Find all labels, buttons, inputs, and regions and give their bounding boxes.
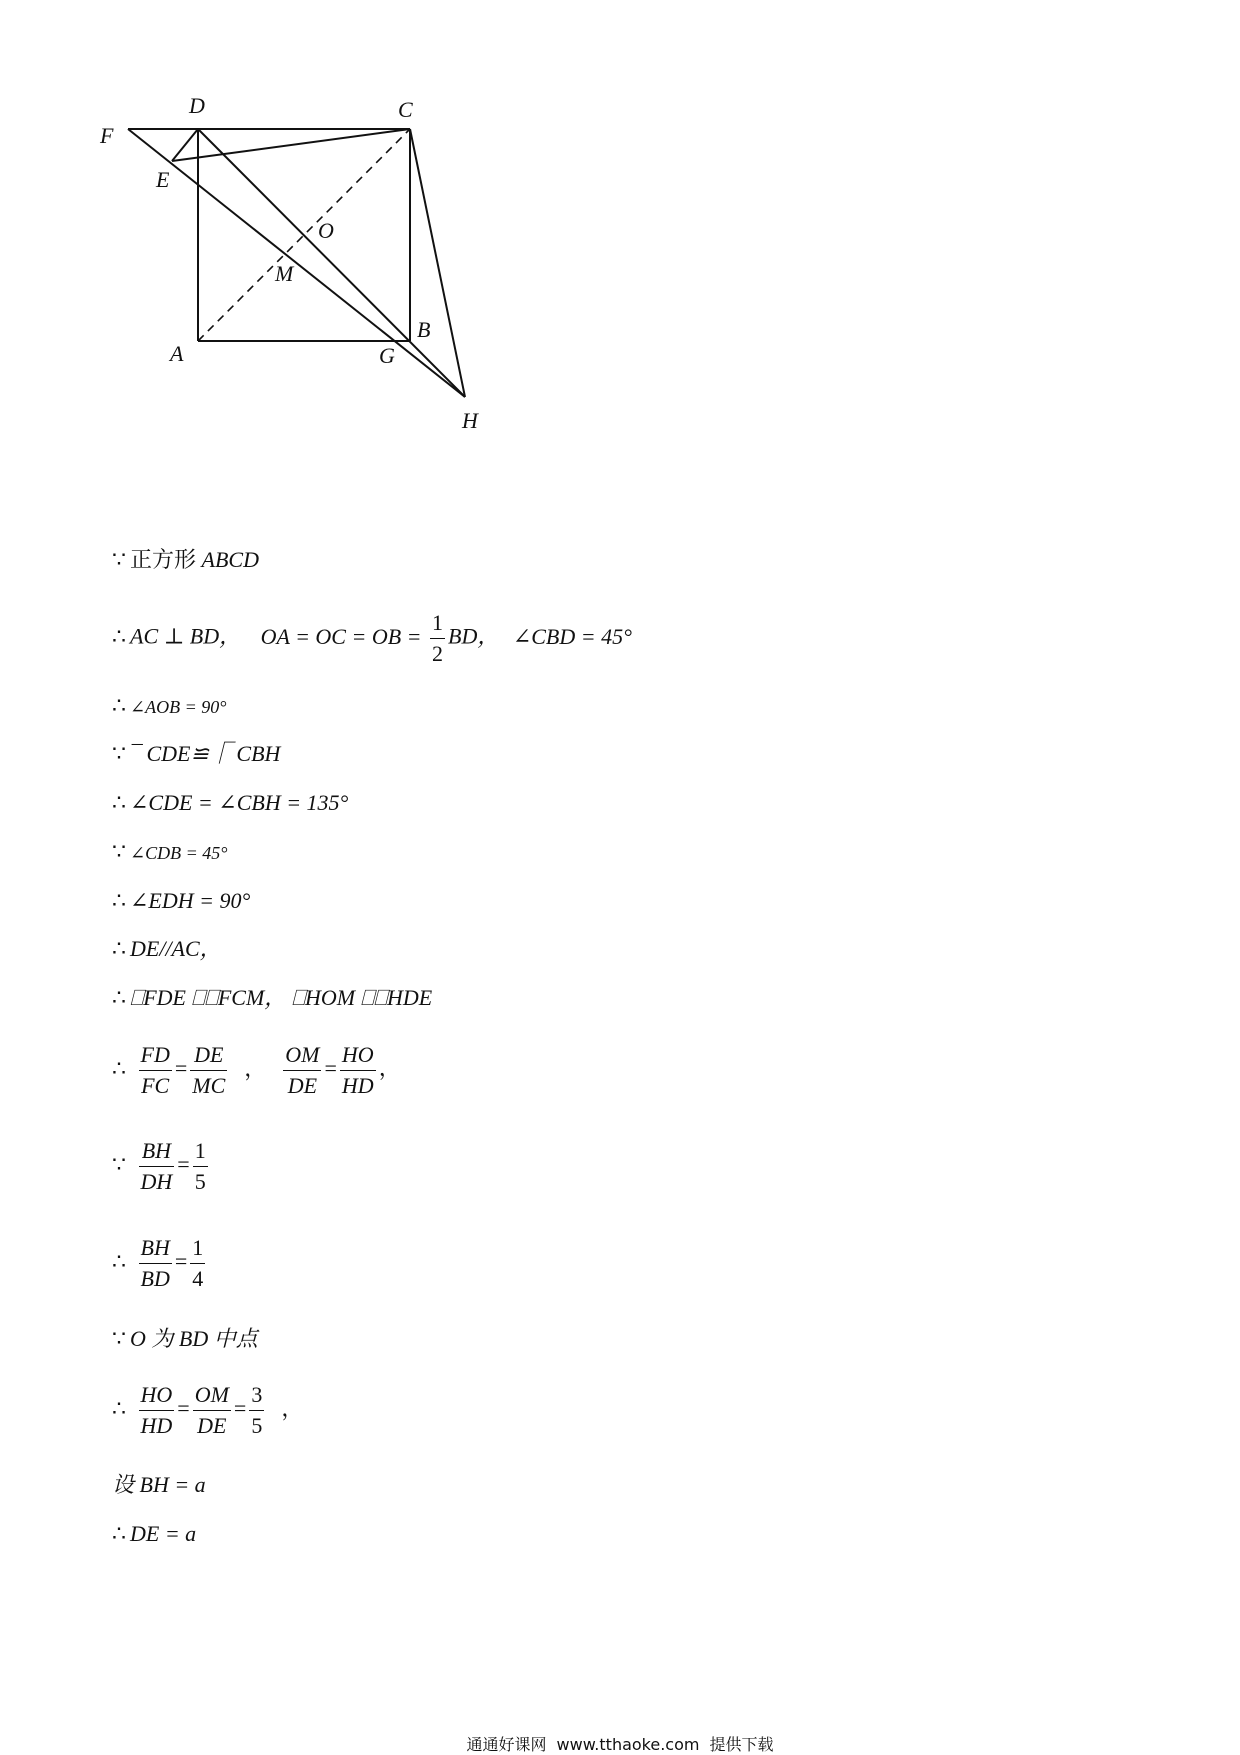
segment-CH xyxy=(410,129,465,397)
proof-line-3: ∴ ∠AOB = 90° xyxy=(112,693,227,718)
fraction: $\frac{1}{5}$ xyxy=(194,1138,206,1194)
label-O: O xyxy=(318,218,334,243)
proof-line-7: ∴ ∠EDH = 90° xyxy=(112,888,251,913)
proof-line-12: ∴ $\frac{BH}{BD}$ = $\frac{1}{4}$ xyxy=(112,1233,208,1294)
label-A: A xyxy=(170,341,184,366)
proof-line-8: ∴ DE//AC， xyxy=(112,936,222,961)
proof-line-10: ∴ $\frac{FD}{FC}$ = $\frac{DE}{MC}$ ， $\frac{OM}{DE}$ = $\frac{HO}{HD}$ ， xyxy=(112,1040,401,1101)
proof-line-2: ∴ AC ⊥ BD， OA = OC = OB = $\frac{1}{2}$ BD， ∠CBD = 45° xyxy=(112,608,632,669)
proof-line-11: ∵ $\frac{BH}{DH}$ = $\frac{1}{5}$ xyxy=(112,1136,211,1197)
footer-url[interactable]: www.tthaoke.com xyxy=(556,1735,700,1754)
proof-line-9: ∴ ⎕FDE ⎕⎕FCM， ⎕HOM ⎕⎕HDE xyxy=(112,985,433,1010)
footer-tail: 提供下载 xyxy=(709,1735,774,1754)
fraction: $\frac{DE}{MC}$ xyxy=(192,1042,226,1098)
fraction: $\frac{BH}{DH}$ xyxy=(140,1138,173,1194)
square-diagram xyxy=(95,95,515,440)
segment-DH xyxy=(198,129,465,397)
label-B: B xyxy=(417,317,431,342)
proof-line-5: ∴ ∠CDE = ∠CBH = 135° xyxy=(112,790,349,815)
geometry-figure xyxy=(95,95,515,440)
proof-line-1: ∵ 正方形 ABCD xyxy=(112,547,259,572)
label-F: F xyxy=(100,123,114,148)
fraction: $\frac{BH}{BD}$ xyxy=(140,1235,170,1291)
label-D: D xyxy=(189,95,205,118)
footer-site-name: 通通好课网 xyxy=(466,1735,547,1754)
fraction: $\frac{OM}{DE}$ xyxy=(285,1042,320,1098)
proof-line-14: ∴ $\frac{HO}{HD}$ = $\frac{OM}{DE}$ = $\frac{3}{5}$ ， xyxy=(112,1380,303,1441)
fraction: $\frac{OM}{DE}$ xyxy=(194,1382,229,1438)
fraction: $\frac{FD}{FC}$ xyxy=(140,1042,170,1098)
proof-line-15: 设 BH = a xyxy=(112,1472,206,1497)
proof-line-16: ∴ DE = a xyxy=(112,1521,197,1546)
label-M: M xyxy=(275,261,294,286)
fraction: $\frac{HO}{HD}$ xyxy=(341,1042,374,1098)
label-G: G xyxy=(379,343,395,368)
fraction: $\frac{3}{5}$ xyxy=(251,1382,263,1438)
label-E: E xyxy=(156,167,170,192)
fraction-one-half: $\frac{1}{2}$ xyxy=(432,610,443,666)
segment-EC xyxy=(172,129,410,161)
label-H: H xyxy=(462,408,478,433)
proof-line-6: ∵ ∠CDB = 45° xyxy=(112,839,228,864)
segment-ED xyxy=(172,129,198,161)
fraction: $\frac{1}{4}$ xyxy=(192,1235,204,1291)
proof-line-13: ∵ O 为 BD 中点 xyxy=(112,1326,258,1351)
fraction: $\frac{HO}{HD}$ xyxy=(140,1382,173,1438)
label-C: C xyxy=(398,97,413,122)
page-footer xyxy=(0,1732,1240,1755)
proof-line-4: ∵ ¯ CDE≌⎾ CBH xyxy=(112,741,281,766)
